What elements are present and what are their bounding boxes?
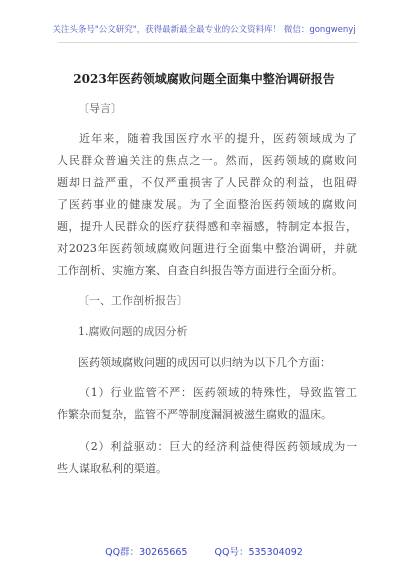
intro-line-6: 对2023年医药领域腐败问题进行全面集中整治调研，并就 <box>57 242 357 255</box>
intro-line-7: 工作剖析、实施方案、自查自纠报告等方面进行全面分析。 <box>57 264 343 277</box>
intro-line-2: 人民群众普遍关注的焦点之一。然而，医药领域的腐败问 <box>57 154 357 167</box>
cause-2-line-2: 些人谋取私利的渠道。 <box>57 462 167 475</box>
preface-heading: 〔导言〕 <box>78 102 122 115</box>
footer-contact <box>0 544 408 558</box>
cause-intro: 医药领域腐败问题的成因可以归纳为以下几个方面： <box>78 356 331 369</box>
intro-line-4: 了医药事业的健康发展。为了全面整治医药领域的腐败问 <box>57 198 357 211</box>
header-divider <box>58 42 358 43</box>
document-title: 2023年医药领域腐败问题全面集中整治调研报告 <box>73 72 335 86</box>
cause-1-paragraph <box>57 382 357 426</box>
intro-line-1: 近年来，随着我国医疗水平的提升，医药领域成为了 <box>79 132 357 145</box>
intro-paragraph <box>57 128 357 282</box>
header-note: 关注头条号"公文研究"，获得最新最全最专业的公文资料库！ 微信：gongwenyj <box>52 25 356 35</box>
section-heading: 〔一、工作剖析报告〕 <box>78 294 188 307</box>
intro-line-3: 题却日益严重，不仅严重损害了人民群众的利益，也阻碍 <box>57 176 357 189</box>
footer-qq: QQ号：535304092 <box>214 547 303 558</box>
cause-1-line-2: 作繁杂而复杂，监管不严等制度漏洞被滋生腐败的温床。 <box>57 408 332 421</box>
cause-2-paragraph <box>57 436 357 480</box>
intro-line-5: 题，提升人民群众的医疗获得感和幸福感，特制定本报告， <box>57 220 357 233</box>
cause-2-line-1: （2）利益驱动：巨大的经济利益使得医药领域成为一 <box>79 440 357 453</box>
subsection-heading: 1.腐败问题的成因分析 <box>78 325 188 338</box>
cause-1-line-1: （1）行业监管不严：医药领域的特殊性，导致监管工 <box>79 386 357 399</box>
footer-qq-group: QQ群：30265665 <box>105 547 188 558</box>
